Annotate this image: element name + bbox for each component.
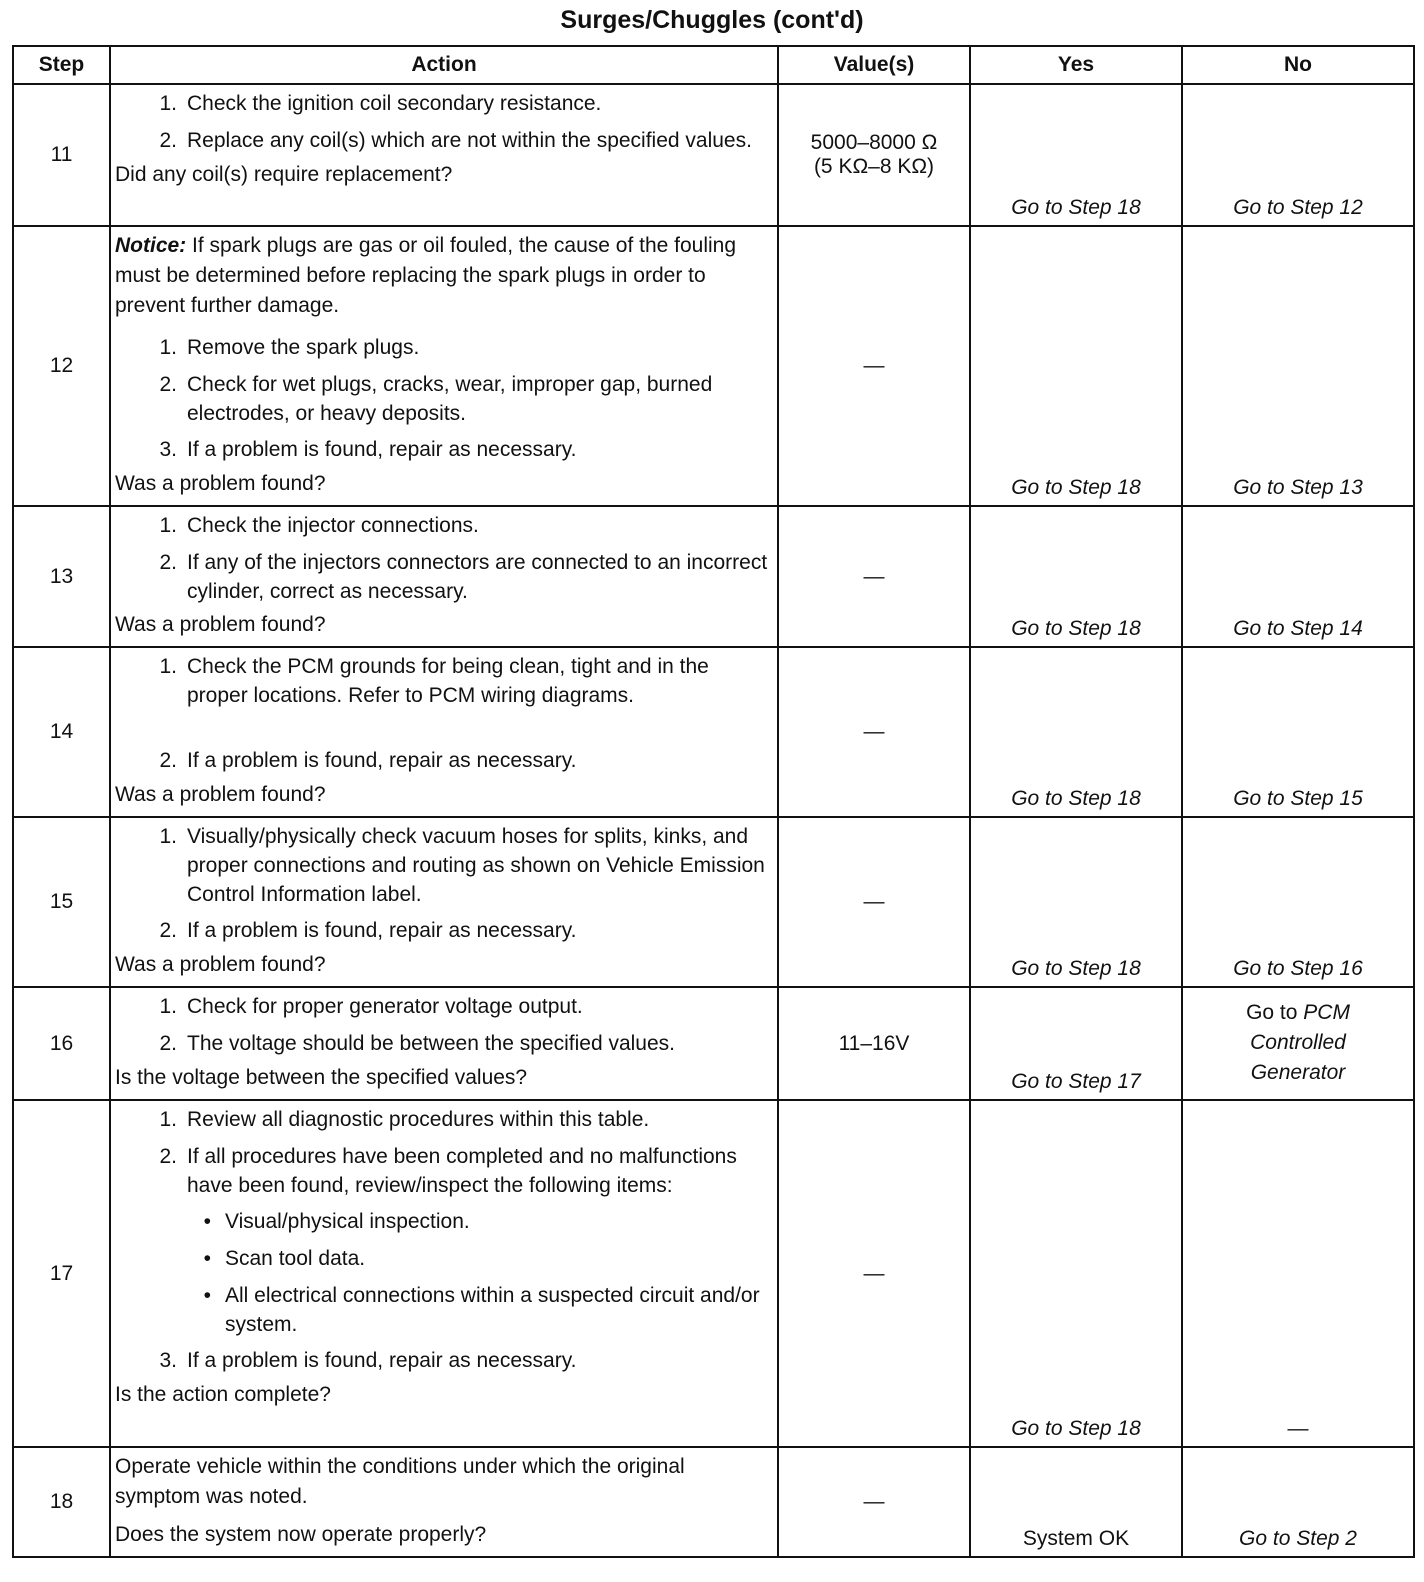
value-cell: — [778, 226, 970, 506]
question-text: Was a problem found? [115, 953, 326, 976]
action-cell [110, 817, 778, 987]
step-number: 12 [13, 226, 110, 506]
value-cell: — [778, 647, 970, 817]
diagnostic-table [12, 45, 1415, 1558]
list-item: 1. Check the ignition coil secondary resistance. [159, 92, 602, 115]
header-action: Action [110, 46, 778, 84]
step-number: 13 [13, 506, 110, 647]
list-item: 1. Remove the spark plugs. [159, 336, 420, 359]
yes-result: Go to Step 18 [970, 1100, 1182, 1447]
step-number: 11 [13, 84, 110, 226]
value-cell: 5000–8000 Ω (5 KΩ–8 KΩ) [778, 84, 970, 226]
value-cell: — [778, 1447, 970, 1557]
table-row [13, 817, 1414, 987]
bullet-item: • Visual/physical inspection. [203, 1210, 470, 1233]
list-item: 3. If a problem is found, repair as necessary. [159, 1349, 577, 1372]
question-text: Did any coil(s) require replacement? [115, 163, 453, 186]
step-number: 15 [13, 817, 110, 987]
question-text: Was a problem found? [115, 783, 326, 806]
list-item: 2. If a problem is found, repair as necessary. [159, 749, 577, 772]
no-result: Go to Step 2 [1182, 1447, 1414, 1557]
question-text: Was a problem found? [115, 613, 326, 636]
value-cell: 11–16V [778, 987, 970, 1100]
table-row [13, 647, 1414, 817]
table-row [13, 1100, 1414, 1447]
value-cell: — [778, 1100, 970, 1447]
list-item: 1. Check the PCM grounds for being clean, tight and in the proper locations. Refer to PCM wiring diagrams. [159, 655, 709, 707]
list-item: 3. If a problem is found, repair as necessary. [159, 438, 577, 461]
step-number: 14 [13, 647, 110, 817]
action-text: Operate vehicle within the conditions under which the original symptom was noted. [115, 1455, 685, 1508]
yes-result: Go to Step 18 [970, 647, 1182, 817]
yes-result: Go to Step 18 [970, 226, 1182, 506]
action-cell [110, 647, 778, 817]
list-item: 2. If a problem is found, repair as necessary. [159, 919, 577, 942]
page-title: Surges/Chuggles (cont'd) [560, 6, 864, 34]
no-result: Go to PCM Controlled Generator [1182, 987, 1414, 1100]
table-row [13, 987, 1414, 1100]
list-item: 2. Check for wet plugs, cracks, wear, improper gap, burned electrodes, or heavy deposits. [159, 373, 713, 425]
table-row [13, 506, 1414, 647]
action-cell [110, 506, 778, 647]
header-row [13, 46, 1414, 84]
action-cell [110, 1447, 778, 1557]
bullet-item: • All electrical connections within a suspected circuit and/or system. [203, 1284, 760, 1336]
no-result: Go to Step 15 [1182, 647, 1414, 817]
action-cell [110, 987, 778, 1100]
no-result: Go to Step 12 [1182, 84, 1414, 226]
table-row [13, 226, 1414, 506]
no-result: Go to Step 13 [1182, 226, 1414, 506]
list-item: 1. Review all diagnostic procedures within this table. [159, 1108, 650, 1131]
value-cell: — [778, 506, 970, 647]
header-yes: Yes [970, 46, 1182, 84]
yes-result: System OK [970, 1447, 1182, 1557]
question-text: Was a problem found? [115, 472, 326, 495]
list-item: 2. If all procedures have been completed and no malfunctions have been found, review/inspect the following items: [159, 1145, 737, 1197]
action-cell [110, 1100, 778, 1447]
action-cell [110, 84, 778, 226]
list-item: 1. Check the injector connections. [159, 514, 479, 537]
question-text: Is the voltage between the specified values? [115, 1066, 528, 1089]
question-text: Does the system now operate properly? [115, 1523, 487, 1546]
no-result: — [1182, 1100, 1414, 1447]
yes-result: Go to Step 17 [970, 987, 1182, 1100]
list-item: 2. Replace any coil(s) which are not within the specified values. [159, 129, 752, 152]
question-text: Is the action complete? [115, 1383, 331, 1406]
yes-result: Go to Step 18 [970, 817, 1182, 987]
step-number: 17 [13, 1100, 110, 1447]
list-item: 2. If any of the injectors connectors are connected to an incorrect cylinder, correct as necessary. [159, 551, 768, 603]
value-cell: — [778, 817, 970, 987]
step-number: 18 [13, 1447, 110, 1557]
notice-text: Notice: If spark plugs are gas or oil fouled, the cause of the fouling must be determined before replacing the spark plugs in order to prevent further damage. [115, 234, 737, 317]
header-no: No [1182, 46, 1414, 84]
yes-result: Go to Step 18 [970, 506, 1182, 647]
table-row [13, 1447, 1414, 1557]
action-cell [110, 226, 778, 506]
header-step: Step [13, 46, 110, 84]
list-item: 1. Check for proper generator voltage output. [159, 995, 583, 1018]
no-result: Go to Step 16 [1182, 817, 1414, 987]
list-item: 1. Visually/physically check vacuum hoses for splits, kinks, and proper connections and routing as shown on Vehicle Emission Control Information label. [159, 825, 765, 906]
step-number: 16 [13, 987, 110, 1100]
yes-result: Go to Step 18 [970, 84, 1182, 226]
list-item: 2. The voltage should be between the specified values. [159, 1032, 675, 1055]
table-row [13, 84, 1414, 226]
header-values: Value(s) [778, 46, 970, 84]
no-result: Go to Step 14 [1182, 506, 1414, 647]
bullet-item: • Scan tool data. [203, 1247, 366, 1270]
